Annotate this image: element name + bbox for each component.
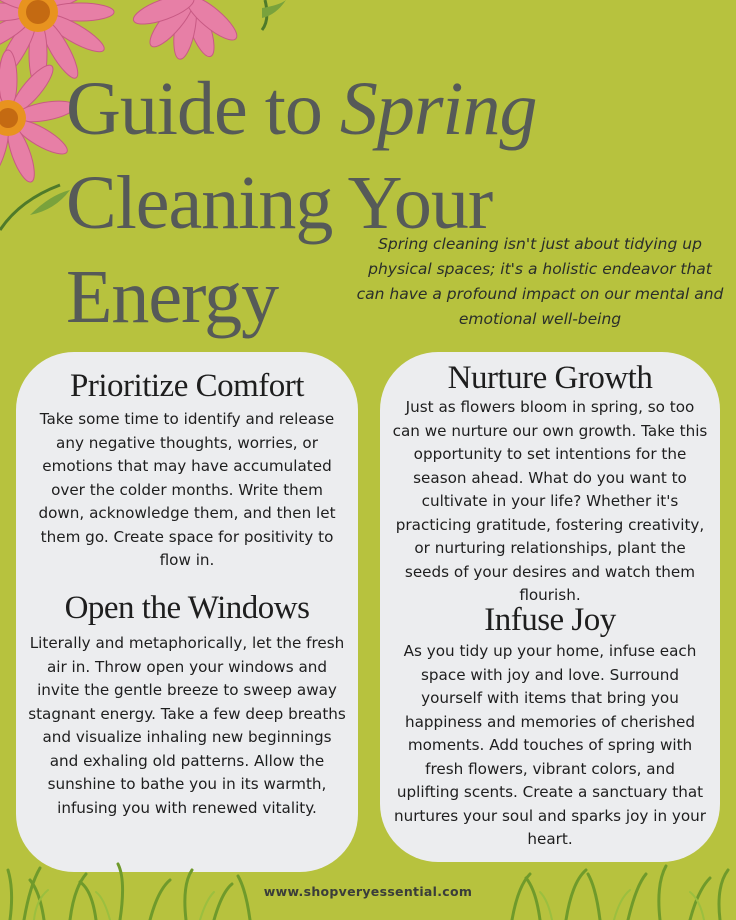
section-prioritize-comfort: [16, 366, 358, 573]
section-body: Take some time to identify and release any negative thoughts, worries, or emotions that may have accumulated over the colder months. Write them down, acknowledge them, and then let them go. Create space for positivity to flow in.: [38, 410, 336, 569]
grass-icon: [0, 830, 736, 920]
footer-url: www.shopveryessential.com: [263, 884, 473, 899]
section-heading: Nurture Growth: [447, 360, 653, 396]
section-heading: Infuse Joy: [484, 602, 616, 638]
intro-text: Spring cleaning isn't just about tidying up physical spaces; it's a holistic endeavor that can have a profound impact on our mental and emotional well-being: [356, 235, 724, 328]
section-infuse-joy: [380, 600, 720, 852]
section-body: As you tidy up your home, infuse each space with joy and love. Surround yourself with items that bring you happiness and memories of cherished moments. Add touches of spring with fresh flowers, vibrant colors, and uplifting scents. Create a sanctuary that nurtures your soul and sparks joy in your heart.: [393, 642, 707, 848]
title-line-2: Cleaning Your: [66, 161, 493, 245]
section-body: Just as flowers bloom in spring, so too can we nurture our own growth. Take this opportunity to set intentions for the season ahead. What do you want to cultivate in your life? Whether it's practicing gratitude, fostering creativity, or nurturing relationships, plant the seeds of your desires and watch them flourish.: [392, 398, 708, 604]
section-body: Literally and metaphorically, let the fresh air in. Throw open your windows and invite the gentle breeze to sweep away stagnant energy. Take a few deep breaths and visualize inhaling new beginnings and exhaling old patterns. Allow the sunshine to bathe you in its warmth, infusing you with renewed vitality.: [28, 634, 346, 817]
title-line-1-plain: Guide to: [66, 67, 340, 151]
title-line-1-emphasis: Spring: [339, 67, 537, 151]
section-open-the-windows: [16, 588, 358, 820]
section-nurture-growth: [380, 358, 720, 608]
flower-right: [130, 0, 242, 61]
card-left: [16, 352, 358, 872]
card-right: [380, 352, 720, 862]
title-line-3: Energy: [66, 255, 279, 339]
section-heading: Prioritize Comfort: [70, 368, 304, 404]
title-line-1: [66, 62, 537, 156]
section-heading: Open the Windows: [64, 590, 310, 626]
